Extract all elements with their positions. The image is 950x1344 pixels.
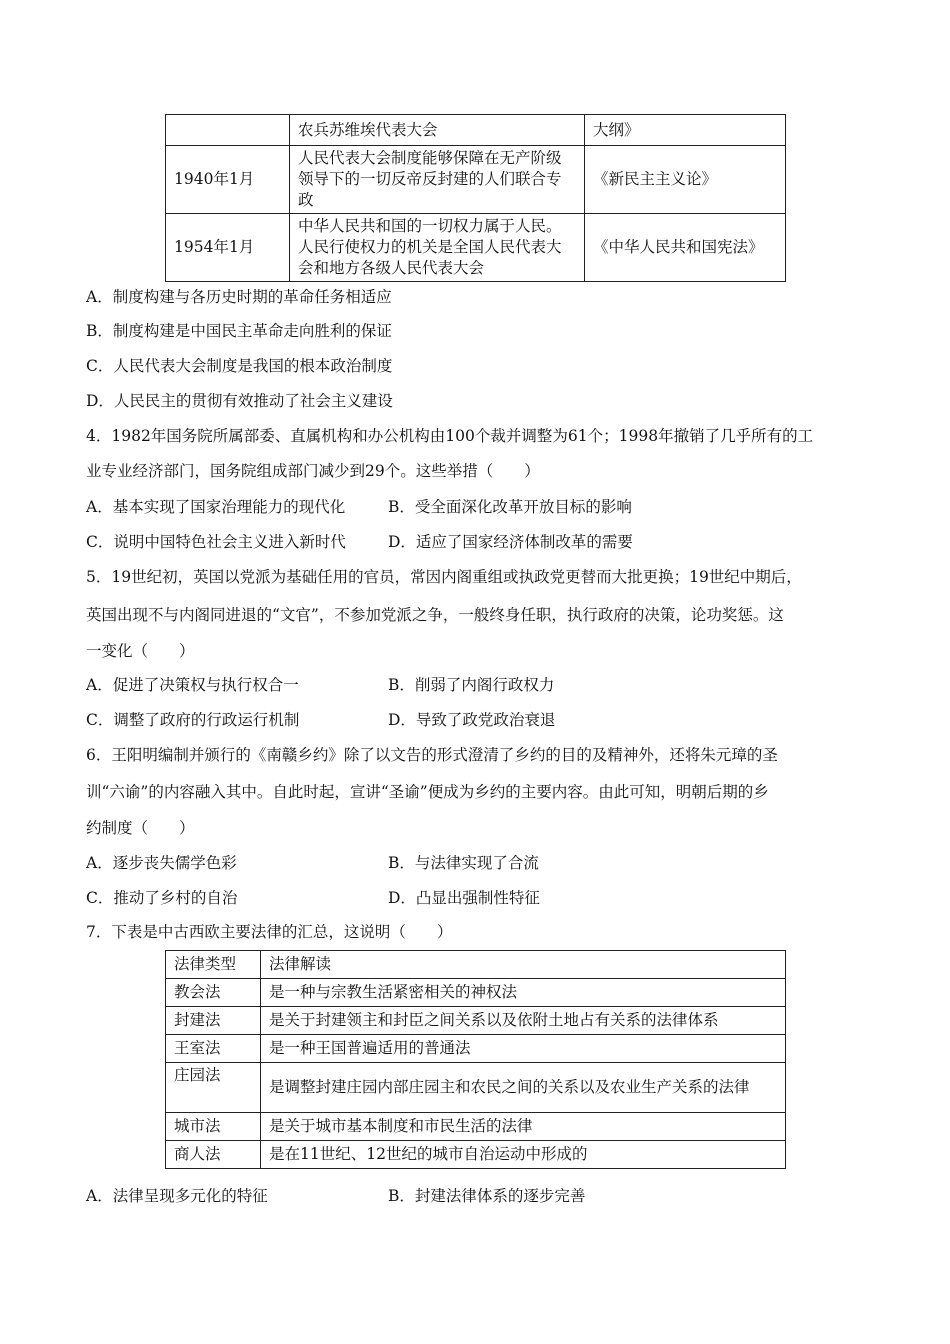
q4-stem-line2: 业专业经济部门，国务院组成部门减少到29个。这些举措（ ）: [86, 462, 540, 480]
law-type-cell: 庄园法: [166, 1063, 261, 1113]
law-type-cell: 王室法: [166, 1035, 261, 1063]
table-row: [166, 1113, 786, 1141]
democracy-table: [165, 114, 786, 282]
law-type-cell: 教会法: [166, 979, 261, 1007]
q4-option-b: B．受全面深化改革开放目标的影响: [388, 498, 632, 516]
law-desc-cell: 是一种王国普遍适用的普通法: [261, 1035, 786, 1063]
q5-stem-line1: 5．19世纪初，英国以党派为基础任用的官员，常因内阁重组或执政党更替而大批更换；19世纪中期后，: [86, 568, 802, 586]
law-desc-cell: 是调整封建庄园内部庄园主和农民之间的关系以及农业生产关系的法律: [261, 1063, 786, 1113]
q6-option-a: A．逐步丧失儒学色彩: [86, 854, 237, 872]
q6-option-c: C．推动了乡村的自治: [86, 889, 238, 907]
source-cell: 《中华人民共和国宪法》: [585, 214, 786, 282]
table-row: [166, 146, 786, 214]
content-cell: 人民代表大会制度能够保障在无产阶级领导下的一切反帝反封建的人们联合专政: [290, 146, 585, 214]
law-desc-cell: 是一种与宗教生活紧密相关的神权法: [261, 979, 786, 1007]
q7-option-a: A．法律呈现多元化的特征: [86, 1187, 268, 1205]
q5-option-c: C．调整了政府的行政运行机制: [86, 711, 300, 729]
table-row: [166, 214, 786, 282]
q3-option-b: B．制度构建是中国民主革命走向胜利的保证: [86, 322, 392, 340]
source-cell: 大纲》: [585, 115, 786, 146]
law-desc-header: 法律解读: [261, 951, 786, 979]
q5-stem-line2: 英国出现不与内阁同进退的“文官”，不参加党派之争，一般终身任职，执行政府的决策，论功奖惩。这: [86, 606, 784, 624]
q3-option-a: A．制度构建与各历史时期的革命任务相适应: [86, 288, 392, 306]
law-desc-cell: 是关于封建领主和封臣之间关系以及依附土地占有关系的法律体系: [261, 1007, 786, 1035]
q7-option-b: B．封建法律体系的逐步完善: [388, 1187, 586, 1205]
source-cell: 《新民主主义论》: [585, 146, 786, 214]
content-cell: 中华人民共和国的一切权力属于人民。人民行使权力的机关是全国人民代表大会和地方各级人民代表大会: [290, 214, 585, 282]
law-desc-cell: 是关于城市基本制度和市民生活的法律: [261, 1113, 786, 1141]
q5-option-b: B．削弱了内阁行政权力: [388, 676, 555, 694]
law-table: [165, 950, 786, 1169]
law-desc-cell: 是在11世纪、12世纪的城市自治运动中形成的: [261, 1141, 786, 1169]
table-row: [166, 1035, 786, 1063]
q6-option-d: D．凸显出强制性特征: [388, 889, 540, 907]
table-row: [166, 979, 786, 1007]
table-row: [166, 1141, 786, 1169]
time-cell: 1940年1月: [166, 146, 290, 214]
q4-option-a: A．基本实现了国家治理能力的现代化: [86, 498, 346, 516]
q5-stem-line3: 一变化（ ）: [86, 642, 195, 660]
q7-stem-line1: 7．下表是中古西欧主要法律的汇总，这说明（ ）: [86, 923, 453, 941]
q3-option-d: D．人民民主的贯彻有效推动了社会主义建设: [86, 392, 393, 410]
q4-stem-line1: 4．1982年国务院所属部委、直属机构和办公机构由100个裁并调整为61个；1998年撤销了几乎所有的工: [86, 427, 814, 445]
table-header-row: [166, 951, 786, 979]
law-type-header: 法律类型: [166, 951, 261, 979]
table-row: [166, 115, 786, 146]
law-type-cell: 商人法: [166, 1141, 261, 1169]
time-cell: [166, 115, 290, 146]
q4-option-d: D．适应了国家经济体制改革的需要: [388, 533, 633, 551]
q3-option-c: C．人民代表大会制度是我国的根本政治制度: [86, 357, 393, 375]
law-type-cell: 城市法: [166, 1113, 261, 1141]
table-row: [166, 1007, 786, 1035]
law-type-cell: 封建法: [166, 1007, 261, 1035]
q5-option-a: A．促进了决策权与执行权合一: [86, 676, 299, 694]
time-cell: 1954年1月: [166, 214, 290, 282]
q4-option-c: C．说明中国特色社会主义进入新时代: [86, 533, 346, 551]
table-row: [166, 1063, 786, 1113]
content-cell: 农兵苏维埃代表大会: [290, 115, 585, 146]
q6-stem-line1: 6．王阳明编制并颁行的《南赣乡约》除了以文告的形式澄清了乡约的目的及精神外，还将朱元璋的圣: [86, 746, 778, 764]
q6-stem-line3: 约制度（ ）: [86, 819, 195, 837]
q6-stem-line2: 训“六谕”的内容融入其中。自此时起，宣讲“圣谕”便成为乡约的主要内容。由此可知，明朝后期的乡: [86, 783, 769, 801]
q6-option-b: B．与法律实现了合流: [388, 854, 539, 872]
q5-option-d: D．导致了政党政治衰退: [388, 711, 556, 729]
